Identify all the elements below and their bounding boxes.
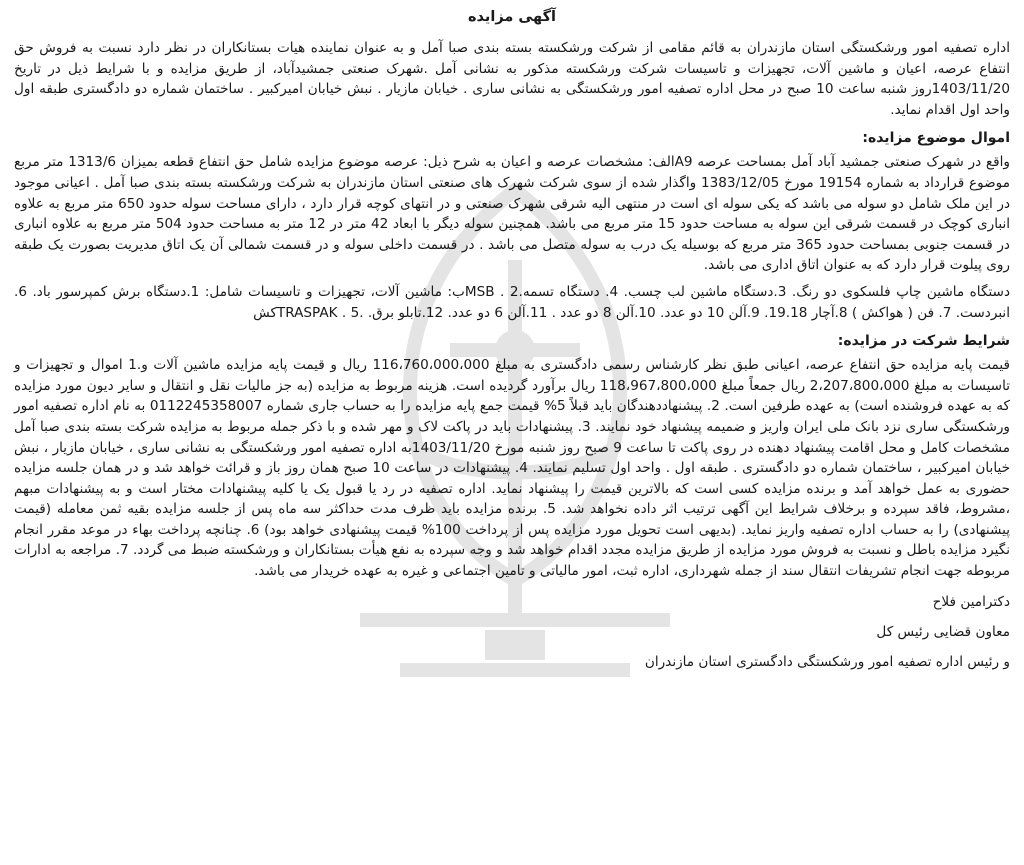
machinery-list-paragraph: دستگاه ماشین چاپ فلسکوی دو رنگ. 3.دستگاه ماشین لب چسب. 4. دستگاه تسمه.2 . MSBب: ماشین آلات، تجهیزات و تاسیسات شامل: 1.دستگاه برش کمپرسور باد. 6. انبردست. 7. فن ( هواکش ) 8.آچار 19.18. 9.آلن 10 دو عدد. 10.آلن 8 دو عدد . 11.آلن 6 دو عدد. 12.تابلو برق. .5 . TRASPAKکش	[14, 283, 1011, 321]
signatory-office: و رئیس اداره تصفیه امور ورشکستگی دادگستری استان مازندران	[644, 653, 1010, 670]
signatory-name: دکترامین فلاح	[932, 593, 1010, 610]
conditions-paragraph: قیمت پایه مزایده حق انتفاع عرصه، اعیانی طبق نظر کارشناس رسمی دادگستری به مبلغ 116،760،000،000 ریال و قیمت پایه مزایده ماشین آلات و.1 اموال و تجهیزات و تاسیسات به مبلغ 2،207،800،000 ریال جمعاً مبلغ 118،967،800،000 ریال برآورد گردیده است. هزینه مربوط به مزایده (به جز مالیات نقل و انتقال و سایر دیون مورد مزایده که به عهده فروشنده است) به عهده طرفین است. 2. پیشنهاددهندگان باید قبلاً 5% قیمت جمع پایه مزایده را به حساب جاری شماره 0112245358007 به نام اداره تصفیه امور ورشکستگی ساری نزد بانک ملی ایران واریز و ضمیمه پیشنهاد خود نمایند. 3. پیشنهادات باید در پاکت لاک و مهر شده و با ذکر جمله مربوط به مزایده شرکت بسته بندی صبا آمل مشخصات کامل و محل اقامت پیشنهاد دهنده در روی پاکت تا ساعت 9 صبح روز شنبه مورخ 1403/11/20به اداره تصفیه امور ورشکستگی به نشانی ساری ، خیابان مازیار ، نبش خیابان امیرکبیر ، ساختمان شماره دو دادگستری . طبقه اول . واحد اول تسلیم نمایند. 4. پیشنهادات در ساعت 10 صبح همان روز باز و قرائت خواهد شد و در همان جلسه مزایده حضوری به عمل خواهد آمد و برنده مزایده کسی است که بالاترین قیمت را پیشنهاد نماید. اداره تصفیه در رد یا قبول یک یا کلیه پیشنهادات مختار است و به پیشنهادات مبهم ،مشروط، فاقد سپرده و برخلاف شرایط این آگهی ترتیب اثر داده نخواهد شد. 5. برنده مزایده باید ظرف مدت حداکثر سه ماه پس از جلسه مزایده بقیه ثمن معامله (قیمت پیشنهادی) را به حساب اداره تصفیه واریز نماید. (بدیهی است تحویل مورد مزایده پس از پرداخت 100% قیمت پیشنهادی خواهد بود) 6. چنانچه پرداخت بهاء در موعد مقرر انجام نگیرد مزایده باطل و نسبت به فروش مورد مزایده از طریق مزایده مجدد اقدام خواهد شد و وجه سپرده به نفع هیأت بستانکاران و ورشکسته ضبط می گردد. 7. مراجعه به ادارات مربوطه جهت انجام تشریفات انتقال سند از جمله شهرداری، اداره ثبت، امور مالیاتی و تامین اجتماعی و غیره به عهده خریدار می باشد.	[14, 357, 1011, 580]
conditions-heading: شرایط شرکت در مزایده:	[837, 333, 1010, 350]
assets-description-paragraph: واقع در شهرک صنعتی جمشید آباد آمل بمساحت عرصه A9الف: مشخصات عرصه و اعیان به شرح ذیل: عرصه موضوع مزایده شامل حق انتفاع قطعه بمیزان 1313/6 متر مربع موضوع قرارداد به شماره 19154 مورخ 1383/12/05 واگذار شده از سوی شرکت شهرک های صنعتی استان مازندران به شرکت ورشکسته بسته بندی صبا آمل . اعیانی موجود در این ملک شامل دو سوله می باشد که یکی سوله ای است در منتهی الیه شرقی شهرک صنعتی و در انتهای کوچه قرار دارد ، دارای مساحت سوله حدود 650 متر مربع به علاوه انباری کوچک در قسمت شرقی این سوله به مساحت حدود 15 متر مربع می باشد. همچنین سوله دیگر با ابعاد 42 متر در 12 متر به مساحت حدود 504 متر مربع به علاوه انباری در قسمت جنوبی بمساحت حدود 365 متر مربع که بوسیله یک درب به سوله متصل می باشد . در قسمت داخلی سوله و در قسمت شمالی آن یک اتاق مدیریت بصورت یک طبقه روی پیلوت قرار دارد که به عنوان اتاق اداری می باشد.	[14, 154, 1011, 274]
signatory-position: معاون قضایی رئیس کل	[876, 623, 1010, 640]
notice-title: آگهی مزایده	[467, 9, 557, 25]
notice-intro-paragraph: اداره تصفیه امور ورشکستگی استان مازندران به قائم مقامی از شرکت ورشکسته بسته بندی صبا آمل و به عنوان نماینده هیات بستانکاران در نظر دارد نسبت به فروش حق انتفاع عرصه، اعیان و ماشین آلات، تجهیزات و تاسیسات شرکت ورشکسته مذکور به نشانی آمل .شهرک صنعتی جمشیدآباد، از طریق مزایده و با شرایط ذیل در تاریخ 1403/11/20روز شنبه ساعت 10 صبح در محل اداره تصفیه امور ورشکستگی به نشانی ساری . خیابان مازیار . نبش خیابان امیرکبیر . ساختمان شماره دو دادگستری طبقه اول واحد اول اقدام نماید.	[14, 40, 1011, 118]
assets-heading: اموال موضوع مزایده:	[862, 130, 1010, 147]
